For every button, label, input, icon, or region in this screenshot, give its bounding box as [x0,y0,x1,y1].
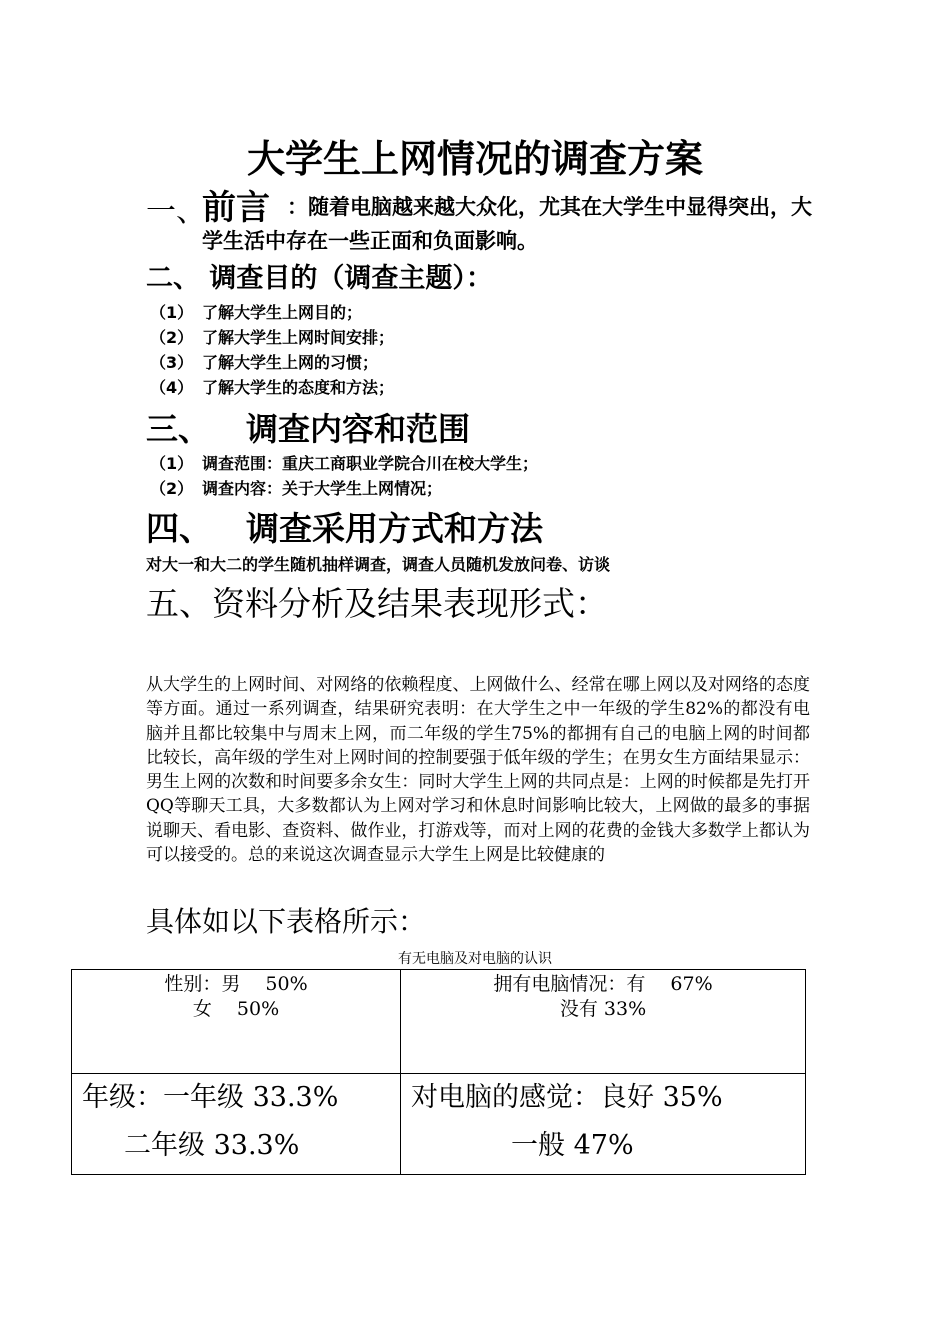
section-4-title: 调查采用方式和方法 [246,509,543,548]
computer-ownership-cell [401,970,806,1074]
table-row [72,970,806,1074]
analysis-paragraph: 从大学生的上网时间、对网络的依赖程度、上网做什么、经常在哪上网以及对网络的态度等方面。通过一系列调查，结果研究表明：在大学生之中一年级的学生82%的都没有电脑并且都比较集中与周末上网，而二年级的学生75%的都拥有自己的电脑上网的时间都比较长，高年级的学生对上网时间的控制要强于低年级的学生；在男女生方面结果显示：男生上网的次数和时间要多余女生：同时大学生上网的共同点是：上网的时候都是先打开QQ等聊天工具，大多数都认为上网对学习和休息时间影响比较大，上网做的最多的事据说聊天、看电影、查资料、做作业，打游戏等，而对上网的花费的金钱大多数学上都认为可以接受的。总的来说这次调查显示大学生上网是比较健康的 [146,675,810,866]
gender-female: 女 50% [192,998,280,1020]
section-3-heading [146,404,470,450]
list-item [150,375,394,398]
list-item-text: 了解大学生的态度和方法； [202,378,395,397]
grade-cell [72,1074,401,1175]
list-item-text: 调查范围：重庆工商职业学院合川在校大学生； [202,454,539,473]
list-item [150,451,538,474]
table-caption: 有无电脑及对电脑的认识 [398,951,552,967]
list-item-number: （2） [150,479,194,498]
list-item-text: 调查内容：关于大学生上网情况； [202,479,443,498]
section-1-heading: 前言 [202,188,270,228]
section-3-number: 三、 [146,410,211,448]
computer-feeling-cell [401,1074,806,1175]
list-item [150,325,394,348]
list-item-number: （4） [150,378,194,397]
table-intro-heading: 具体如以下表格所示： [146,905,427,938]
list-item-text: 了解大学生上网目的； [202,303,363,322]
section-5-heading: 五、资料分析及结果表现形式： [146,584,608,623]
list-item-text: 了解大学生上网的习惯； [202,353,379,372]
list-item-number: （3） [150,353,194,372]
section-2-heading: 二、 调查目的（调查主题）： [146,263,493,294]
list-item [150,476,442,499]
list-item [150,350,378,373]
grade-first-year: 年级：一年级 33.3% [82,1082,339,1113]
section-1-number: 一、 [146,194,206,229]
list-item-text: 了解大学生上网时间安排； [202,328,395,347]
document-title: 大学生上网情况的调查方案 [246,137,703,181]
section-1-text: ：随着电脑越来越大众化，尤其在大学生中显得突出，大学生活中存在一些正面和负面影响。 [202,195,812,253]
section-4-number: 四、 [146,509,212,548]
grade-second-year: 二年级 33.3% [124,1130,300,1161]
feeling-average: 一般 47% [511,1130,634,1161]
section-3-title: 调查内容和范围 [246,410,471,448]
computer-yes: 拥有电脑情况：有 67% [493,973,713,995]
list-item-number: （1） [150,303,194,322]
gender-male: 性别：男 50% [164,973,308,995]
gender-cell [72,970,401,1074]
section-4-heading [146,503,543,550]
table-row [72,1074,806,1175]
feeling-good: 对电脑的感觉：良好 35% [411,1082,723,1113]
list-item [150,300,362,323]
computer-no: 没有 33% [559,998,647,1020]
section-4-text: 对大一和大二的学生随机抽样调查，调查人员随机发放问卷、访谈 [146,555,611,574]
list-item-number: （2） [150,328,194,347]
survey-table [71,969,806,1175]
list-item-number: （1） [150,454,194,473]
